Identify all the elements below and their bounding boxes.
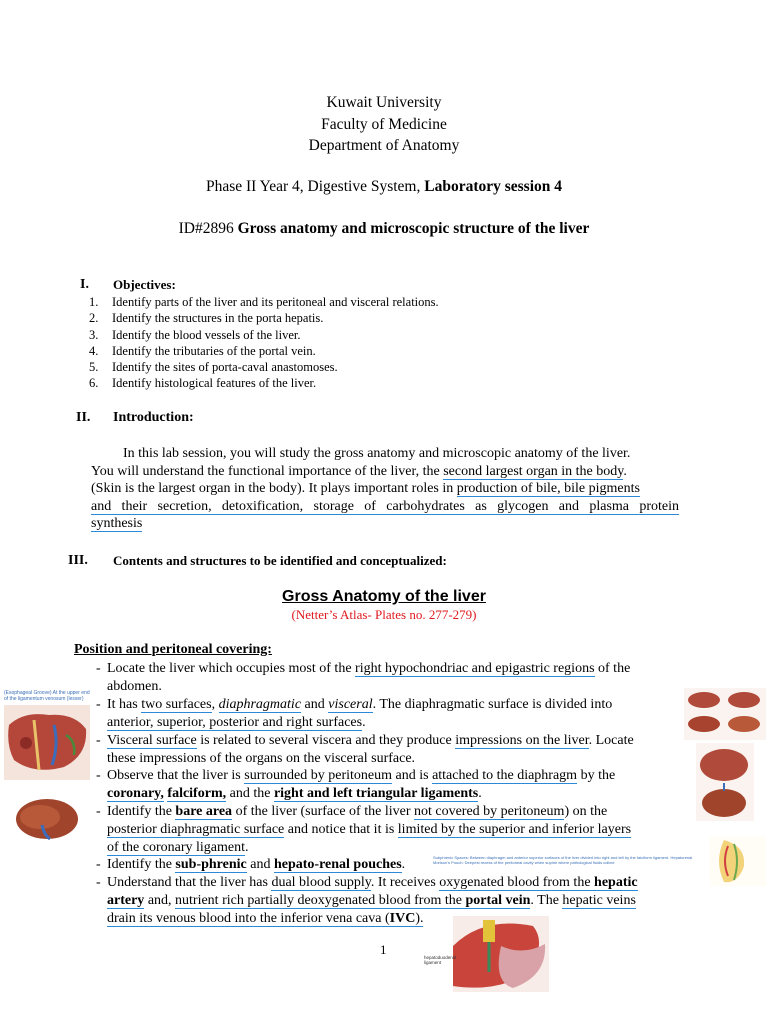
liver-diaphragmatic-illustration: [14, 795, 80, 843]
objective-item: 1. Identify parts of the liver and its peritoneal and visceral relations.: [89, 295, 439, 309]
section-3-number: III.: [68, 553, 88, 568]
doc-title: Gross anatomy and microscopic structure of the liver: [237, 220, 590, 237]
department-name: Department of Anatomy: [308, 137, 460, 154]
section-1-number: I.: [80, 277, 89, 292]
liver-peritoneum-illustration: [4, 705, 90, 780]
highlight-link[interactable]: of the coronary ligament: [107, 839, 246, 855]
bullet-item: - It has two surfaces, diaphragmatic and visceral. The diaphragmatic surface is divided into anterior, superior, posterior and right surfaces.: [96, 697, 613, 730]
highlight-link[interactable]: coronary,: [107, 785, 164, 801]
highlight-link[interactable]: right hypochondriac and epigastric regions: [355, 661, 595, 676]
doc-id: ID#2896: [178, 220, 238, 237]
highlight-link[interactable]: right and left triangular ligaments: [273, 785, 479, 801]
objective-item: 2. Identify the structures in the porta hepatis.: [89, 311, 324, 326]
highlight-link[interactable]: attached to the diaphragm: [432, 768, 578, 783]
highlight-link[interactable]: impressions on the liver: [455, 733, 589, 748]
document-title: [0, 220, 768, 238]
objective-item: 3. Identify the blood vessels of the liver.: [89, 327, 301, 342]
session-line: [0, 178, 768, 196]
highlight-link[interactable]: two surfaces: [141, 697, 212, 712]
highlight-link[interactable]: oxygenated blood from the: [439, 875, 595, 890]
highlight-link[interactable]: limited by the superior and inferior layers: [397, 821, 632, 837]
session-title: Laboratory session 4: [424, 178, 563, 195]
highlight-link[interactable]: and their secretion, detoxification, storage of carbohydrates as glycogen and plasma protein: [91, 498, 679, 514]
liver-surfaces-illustration: [684, 688, 766, 740]
section-3-title: Contents and structures to be identified and conceptualized:: [113, 553, 447, 568]
bullet-item: - Identify the bare area of the liver (surface of the liver not covered by peritoneum) on the posterior diaphragmatic surface and notice that it is limited by the superior and inferior layers of the coronary ligament.: [96, 804, 632, 855]
bullet-item: - Locate the liver which occupies most of the right hypochondriac and epigastric regions of the abdomen.: [96, 661, 631, 694]
subphrenic-spaces-note: Subphrenic Spaces: Between diaphragm and anterior superior surfaces of the liver divided into right and left by the falciform ligament. Hepatorenal Morison's Pouch: Deepest recess of the peritoneal cavity when supine where pathological fluids collect: [433, 855, 693, 865]
section-2-title: Introduction:: [113, 410, 194, 425]
bullet-item: - Identify the sub-phrenic and hepato-renal pouches.: [96, 857, 406, 872]
highlight-link[interactable]: falciform,: [167, 785, 227, 801]
bullet-item: - Observe that the liver is surrounded by peritoneum and is attached to the diaphragm by the coronary, falciform, and the right and left triangular ligaments.: [96, 768, 616, 801]
highlight-link[interactable]: diaphragmatic: [218, 697, 302, 712]
page-number: 1: [380, 942, 387, 957]
highlight-link[interactable]: surrounded by peritoneum: [244, 768, 392, 783]
hepatoduodenal-ligament-illustration: [453, 916, 549, 992]
highlight-link[interactable]: portal vein: [465, 892, 531, 908]
highlight-link[interactable]: anterior, superior, posterior and right surfaces: [107, 714, 363, 730]
gross-anatomy-heading: Gross Anatomy of the liver: [282, 588, 486, 605]
section-1-title: Objectives:: [113, 277, 176, 292]
objectives-list: [89, 294, 439, 392]
section-2-number: II.: [76, 410, 91, 425]
highlight-link[interactable]: dual blood supply: [271, 875, 371, 890]
university-name: Kuwait University: [326, 94, 442, 111]
highlight-link[interactable]: posterior diaphragmatic surface: [107, 821, 285, 837]
liver-visceral-illustration: [696, 743, 754, 821]
bullet-item: - Understand that the liver has dual blood supply. It receives oxygenated blood from the hepatic artery and, nutrient rich partially deoxygenated blood from the portal vein. The hepatic veins drain its venous blood into the inferior vena cava (IVC).: [96, 875, 638, 926]
objective-item: 4. Identify the tributaries of the portal vein.: [89, 343, 316, 358]
session-prefix: Phase II Year 4, Digestive System,: [205, 178, 425, 195]
hepatoduodenal-ligament-label: hepatoduodenal ligament: [424, 955, 457, 965]
highlight-link[interactable]: artery: [107, 892, 145, 908]
highlight-link[interactable]: Visceral surface: [107, 733, 197, 748]
netter-reference: (Netter’s Atlas- Plates no. 277-279): [291, 607, 477, 622]
esophageal-groove-note: (Esophageal Groove) At the upper end of the ligamentum venosum (lesser): [4, 690, 90, 702]
objective-item: 5. Identify the sites of porta-caval anastomoses.: [89, 360, 338, 375]
highlight-link[interactable]: visceral: [328, 697, 373, 712]
position-heading: Position and peritoneal covering:: [74, 642, 272, 657]
highlight-link[interactable]: second largest organ in the body: [443, 463, 624, 479]
highlight-link[interactable]: not covered by peritoneum: [413, 804, 565, 819]
highlight-link[interactable]: sub-phrenic: [175, 857, 247, 872]
highlight-link[interactable]: hepato-renal pouches: [273, 857, 402, 872]
highlight-link[interactable]: production of bile, bile pigments: [456, 481, 640, 496]
peritoneal-pouch-illustration: [710, 836, 766, 886]
highlight-link[interactable]: IVC: [389, 910, 416, 926]
highlight-link[interactable]: synthesis: [91, 516, 143, 531]
objective-item: 6. Identify histological features of the liver.: [89, 376, 317, 391]
faculty-name: Faculty of Medicine: [321, 116, 447, 133]
highlight-link[interactable]: bare area: [175, 804, 233, 819]
highlight-link[interactable]: hepatic veins: [562, 892, 636, 908]
highlight-link[interactable]: hepatic: [594, 875, 638, 890]
introduction-paragraph: In this lab session, you will study the gross anatomy and microscopic anatomy of the liver. You will understand the functional importance of the liver, the second largest organ in the body. (Skin is the largest organ in the body). It plays important roles in production of bile, bile pigments and their secretion, detoxification, storage of carbohydrates as glycogen and plasma protein synthesis: [91, 446, 679, 531]
bullet-item: - Visceral surface is related to several viscera and they produce impressions on the liver. Locate these impressions of the organs on the visceral surface.: [96, 733, 634, 766]
highlight-link[interactable]: nutrient rich partially deoxygenated blood from the: [175, 892, 466, 908]
highlight-link[interactable]: drain its venous blood into the inferior vena cava (: [107, 910, 390, 926]
